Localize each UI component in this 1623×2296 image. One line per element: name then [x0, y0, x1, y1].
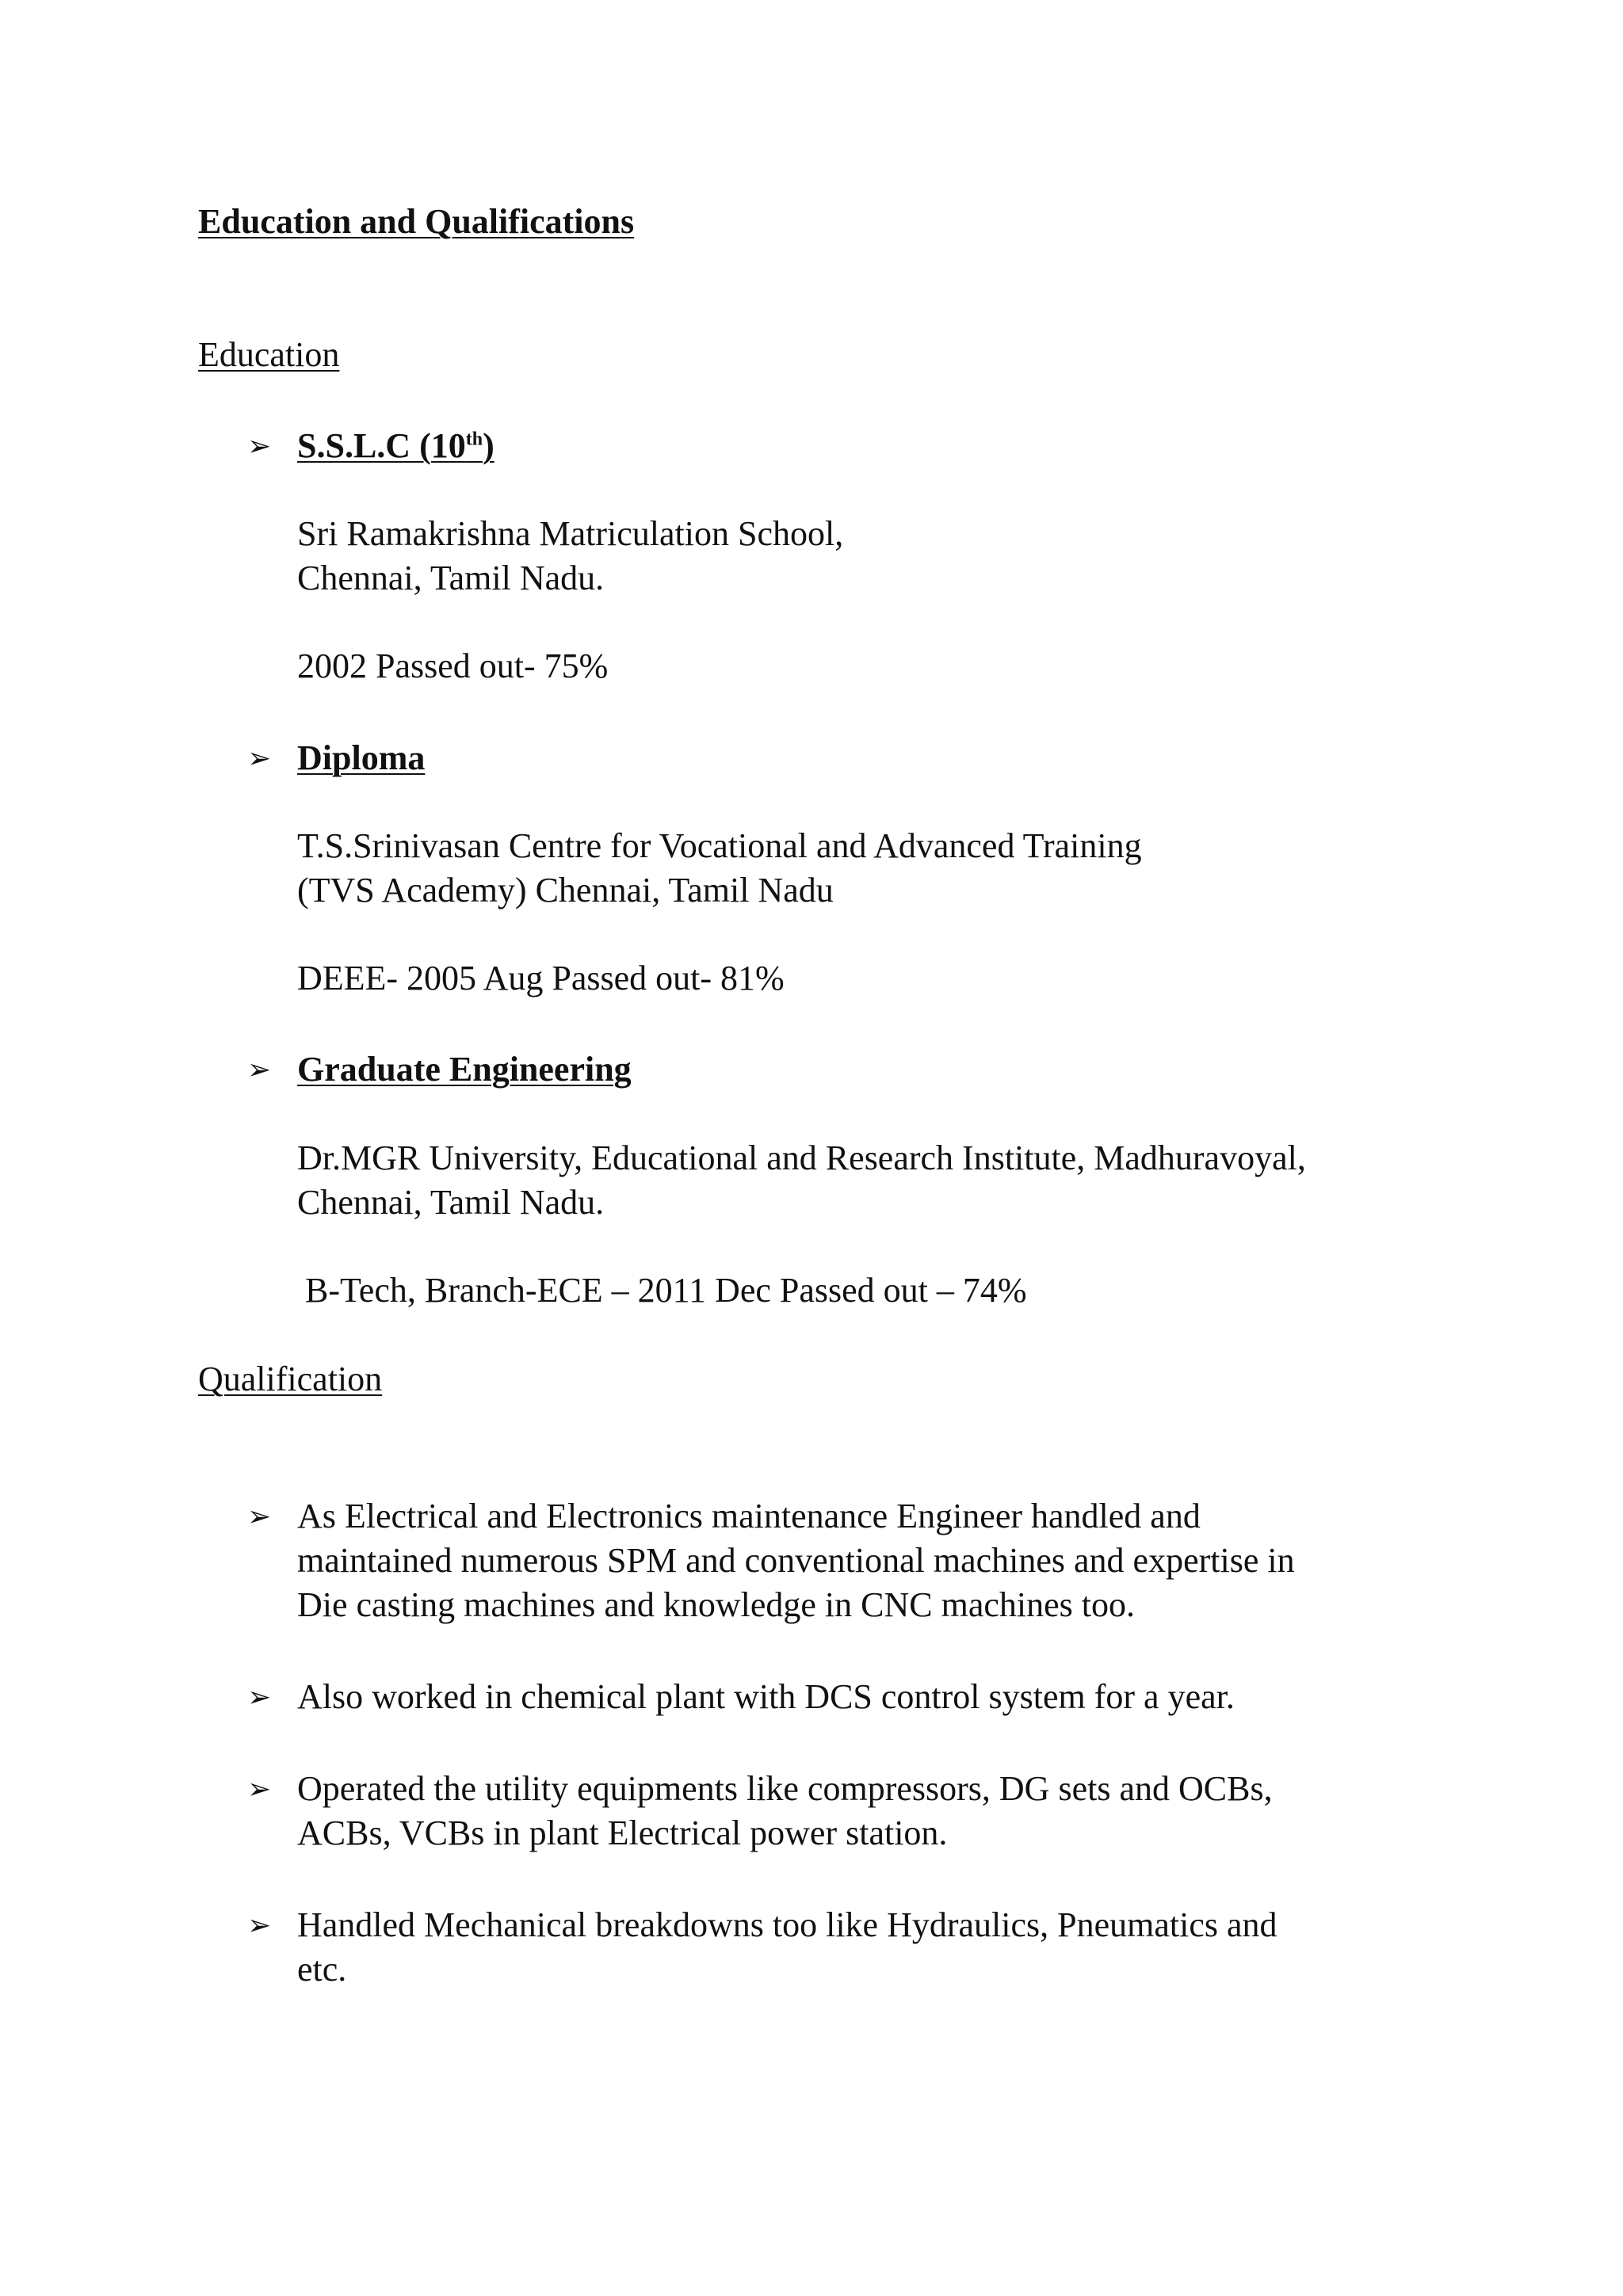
qualification-line: As Electrical and Electronics maintenance Engineer handled and [297, 1497, 1201, 1535]
document-title: Education and Qualifications [198, 202, 635, 241]
qualification-line: etc. [297, 1950, 347, 1989]
bullet-arrow-icon: ➢ [247, 1501, 272, 1532]
education-item-result: DEEE- 2005 Aug Passed out- 81% [297, 959, 785, 997]
education-item-heading: Graduate Engineering [297, 1050, 632, 1089]
education-item-line: Chennai, Tamil Nadu. [297, 559, 605, 597]
bullet-arrow-icon: ➢ [247, 1773, 272, 1805]
qualification-heading: Qualification [198, 1360, 383, 1398]
bullet-arrow-icon: ➢ [247, 742, 272, 774]
education-item-result: 2002 Passed out- 75% [297, 646, 609, 685]
education-item-heading: Diploma [297, 738, 426, 777]
bullet-arrow-icon: ➢ [247, 1054, 272, 1085]
education-item-result: B-Tech, Branch-ECE – 2011 Dec Passed out – 74% [305, 1271, 1027, 1310]
education-item-line: T.S.Srinivasan Centre for Vocational and Advanced Training [297, 826, 1142, 865]
qualification-line: Handled Mechanical breakdowns too like Hydraulics, Pneumatics and [297, 1905, 1277, 1944]
qualification-line: maintained numerous SPM and conventional machines and expertise in [297, 1541, 1295, 1580]
bullet-arrow-icon: ➢ [247, 1681, 272, 1713]
bullet-arrow-icon: ➢ [247, 430, 272, 462]
education-item-line: Chennai, Tamil Nadu. [297, 1183, 605, 1222]
qualification-line: ACBs, VCBs in plant Electrical power station. [297, 1814, 948, 1852]
qualification-line: Operated the utility equipments like compressors, DG sets and OCBs, [297, 1769, 1273, 1808]
bullet-arrow-icon: ➢ [247, 1909, 272, 1941]
education-heading: Education [198, 335, 340, 374]
qualification-line: Die casting machines and knowledge in CNC machines too. [297, 1585, 1135, 1624]
education-item-line: Sri Ramakrishna Matriculation School, [297, 514, 844, 553]
education-item-line: Dr.MGR University, Educational and Research Institute, Madhuravoyal, [297, 1138, 1306, 1177]
education-item-line: (TVS Academy) Chennai, Tamil Nadu [297, 871, 834, 910]
qualification-line: Also worked in chemical plant with DCS control system for a year. [297, 1677, 1235, 1716]
education-item-heading: S.S.L.C (10th) [297, 426, 495, 465]
